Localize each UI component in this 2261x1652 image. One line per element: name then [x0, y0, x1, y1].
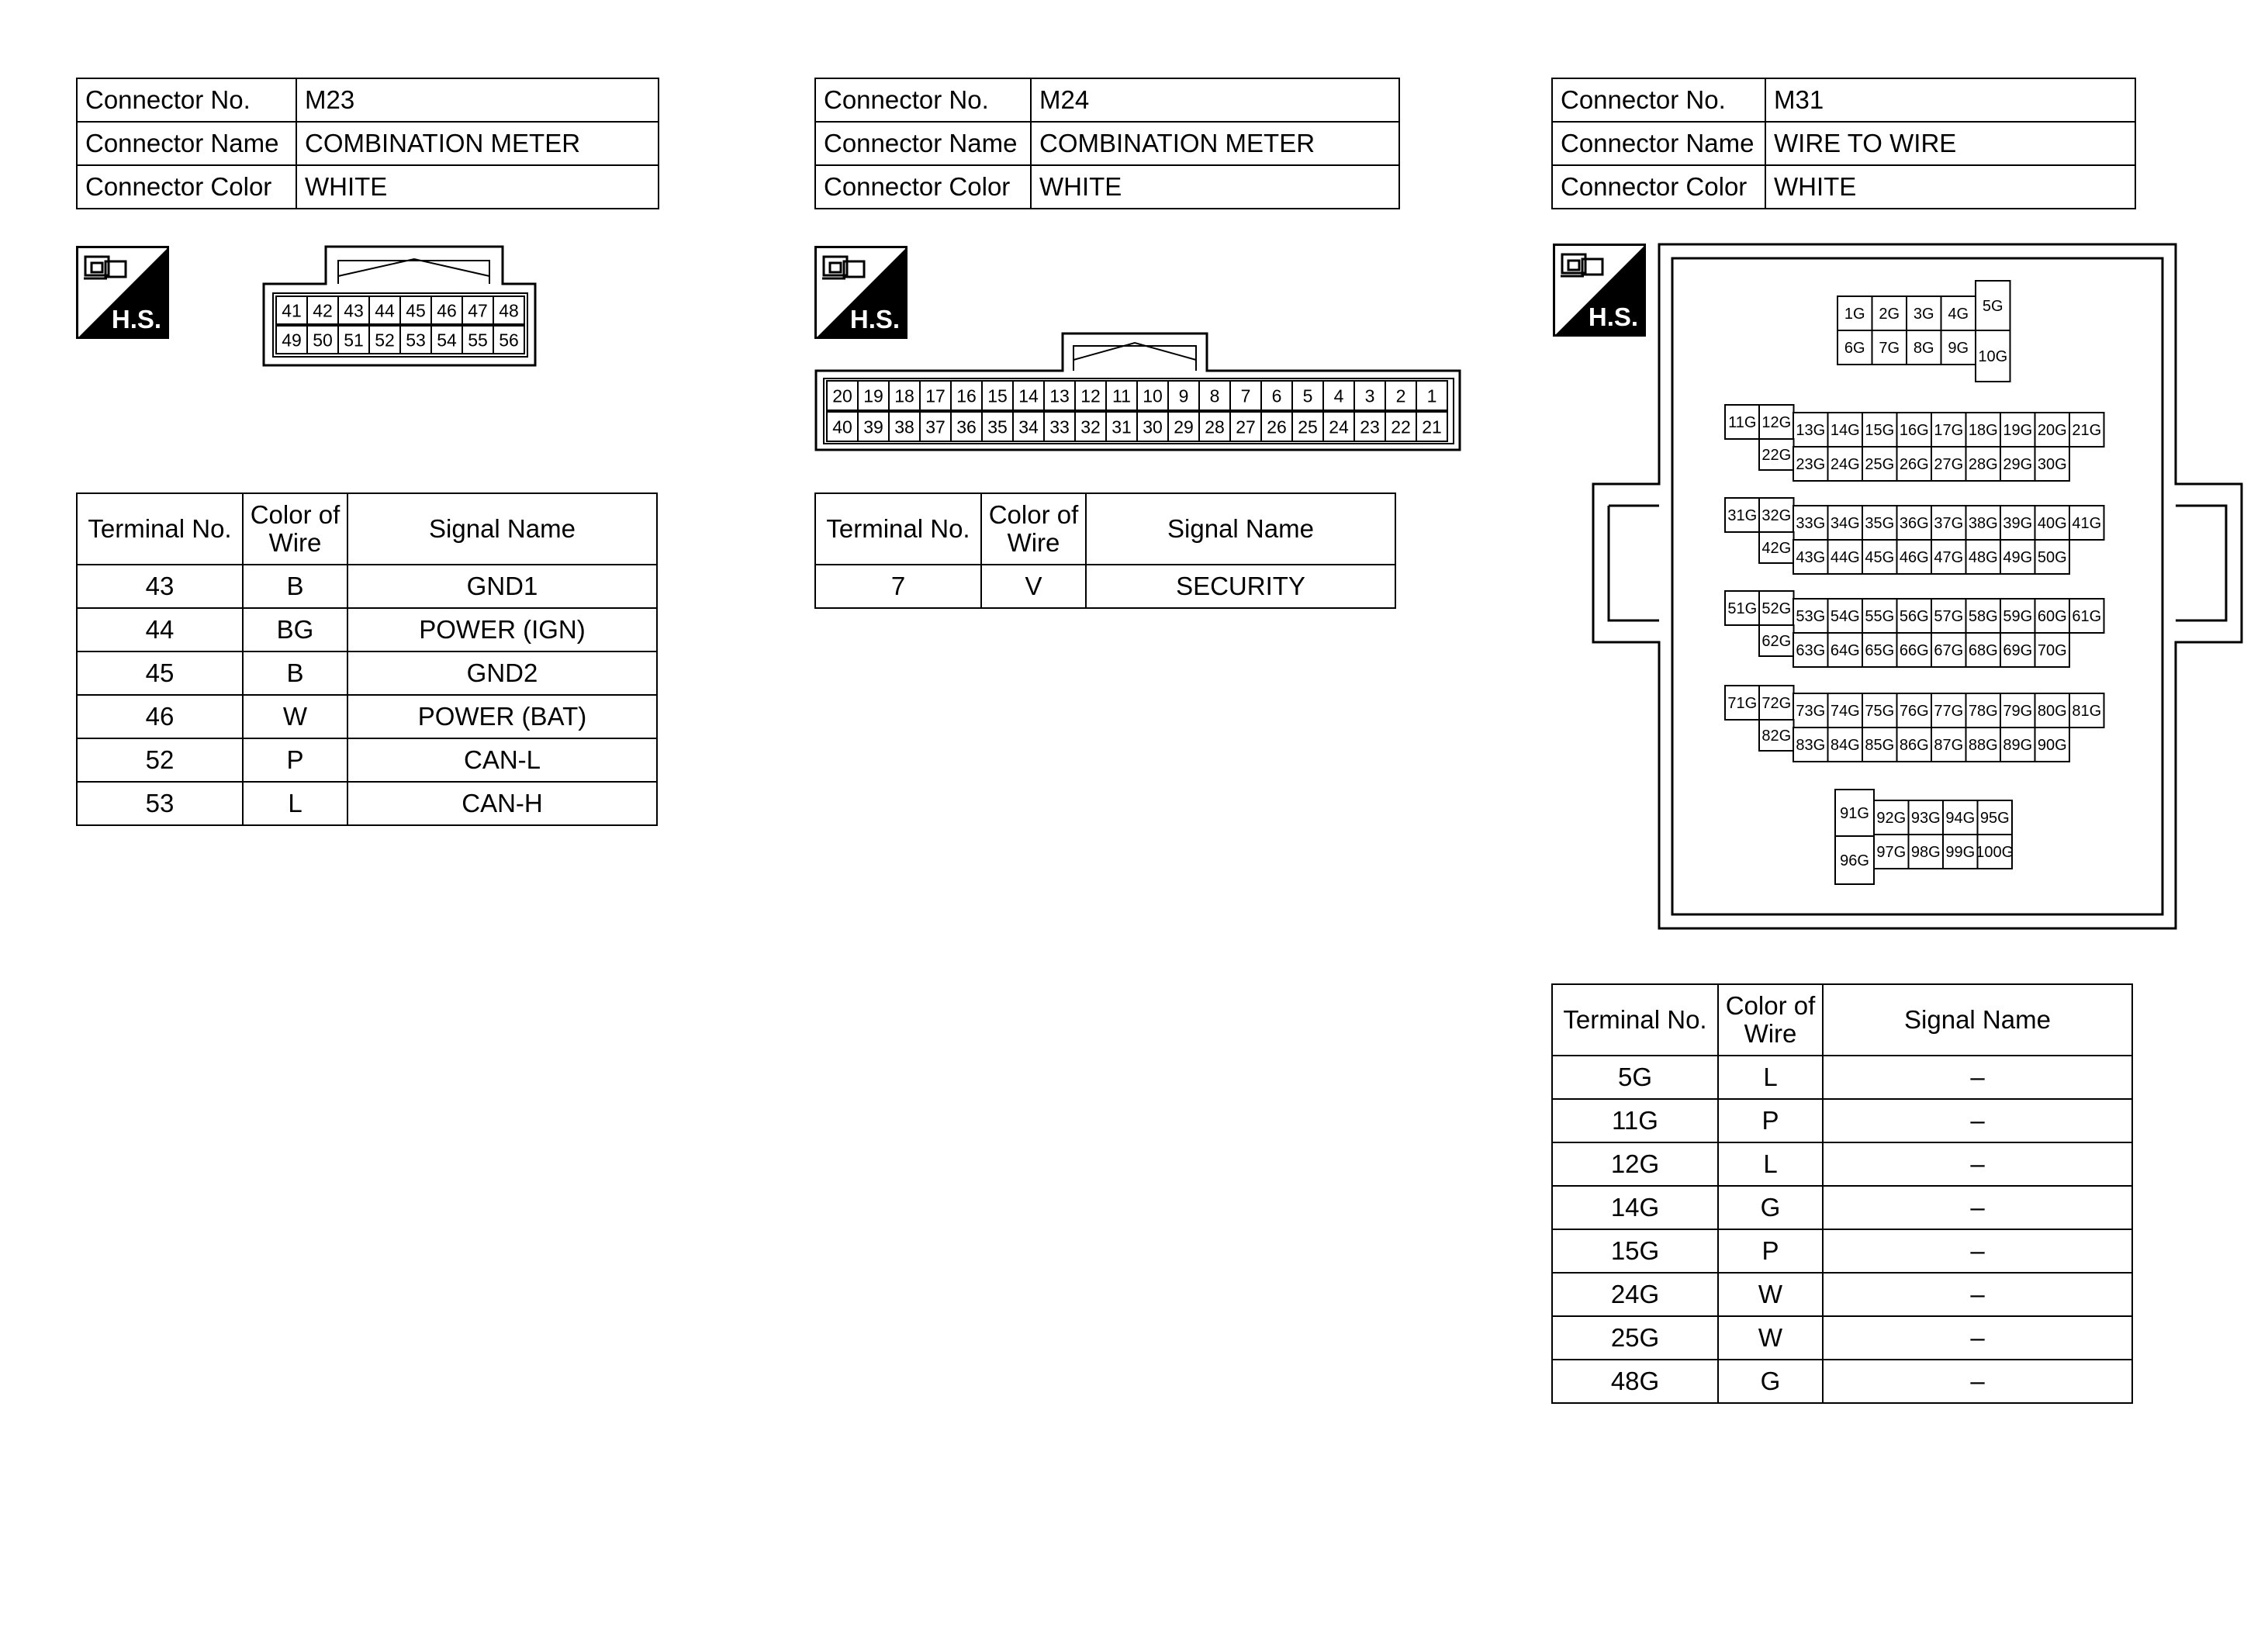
signal-name: GND1: [347, 565, 657, 608]
pin-number: 34: [1018, 416, 1039, 437]
pin-number: 13: [1049, 385, 1070, 406]
pin-number: 60G: [2037, 608, 2067, 626]
wire-color: BG: [243, 608, 347, 651]
connector-info-table: [76, 78, 659, 209]
hs-icon: [76, 246, 169, 343]
connector-name-value: WIRE TO WIRE: [1765, 122, 2135, 165]
pin-number: 55G: [1865, 608, 1895, 626]
terminal-no: 11G: [1552, 1099, 1718, 1142]
connector-name-row: [77, 122, 659, 165]
wire-color: L: [1718, 1142, 1823, 1186]
pin-number: 15: [987, 385, 1008, 406]
pin-number: 70G: [2037, 642, 2067, 660]
terminal-no: 53: [77, 782, 243, 825]
pin-number: 36G: [1899, 515, 1929, 533]
connector-color-label: Connector Color: [815, 165, 1031, 209]
connector-color-row: [77, 165, 659, 209]
pin-number: 52G: [1761, 600, 1792, 618]
wire-color: G: [1718, 1186, 1823, 1229]
pin-number: 43: [344, 300, 364, 321]
pin-number: 25G: [1865, 456, 1895, 474]
pin-number: 32G: [1761, 507, 1792, 525]
terminal-table: [76, 492, 658, 826]
wire-color: W: [1718, 1316, 1823, 1360]
connector-name-label: Connector Name: [1552, 122, 1765, 165]
signal-name-header: Signal Name: [1823, 984, 2132, 1056]
pin-number: 30G: [2037, 456, 2067, 474]
pin-number: 53: [406, 330, 426, 351]
connector-number-label: Connector No.: [1552, 78, 1765, 122]
wire-color: G: [1718, 1360, 1823, 1403]
pin-number: 97G: [1876, 844, 1907, 862]
terminal-no: 48G: [1552, 1360, 1718, 1403]
pin-number: 89G: [2003, 737, 2033, 755]
pin-number: 48: [499, 300, 519, 321]
connector-name-label: Connector Name: [77, 122, 296, 165]
pin-number: 63G: [1796, 642, 1826, 660]
terminal-no-header: Terminal No.: [1552, 984, 1718, 1056]
pin-row-bottom: [276, 326, 524, 354]
pin-number: 82G: [1761, 728, 1792, 745]
connector-color-value: WHITE: [1765, 165, 2135, 209]
pin-number: 29: [1174, 416, 1194, 437]
wire-color: P: [1718, 1099, 1823, 1142]
pin-number: 47G: [1934, 549, 1964, 567]
pin-number: 90G: [2037, 737, 2067, 755]
signal-name: GND2: [347, 651, 657, 695]
pin-number: 49G: [2003, 549, 2033, 567]
pin-number: 43G: [1796, 549, 1826, 567]
terminal-table-header: [815, 493, 1395, 565]
pin-number: 73G: [1796, 703, 1826, 721]
pin-number: 98G: [1910, 844, 1941, 862]
pin-number: 66G: [1899, 642, 1929, 660]
wire-color: W: [243, 695, 347, 738]
hs-icon: [814, 246, 908, 343]
pin-number: 56G: [1899, 608, 1929, 626]
signal-name: POWER (IGN): [347, 608, 657, 651]
connector-color-value: WHITE: [296, 165, 659, 209]
pin-number: 49: [282, 330, 302, 351]
terminal-row: [1552, 1229, 2132, 1273]
pin-number: 51: [344, 330, 364, 351]
pin-number: 38: [894, 416, 914, 437]
pin-number: 25: [1298, 416, 1318, 437]
terminal-no: 43: [77, 565, 243, 608]
pin-number: 19: [863, 385, 883, 406]
wire-color: L: [243, 782, 347, 825]
pin-number: 2G: [1879, 306, 1900, 323]
pin-number: 24G: [1830, 456, 1860, 474]
pin-number: 88G: [1968, 737, 1998, 755]
pin-number: 6G: [1844, 340, 1865, 358]
pin-number: 74G: [1830, 703, 1860, 721]
connector-number-row: [815, 78, 1399, 122]
wire-color: V: [981, 565, 1086, 608]
connector-color-row: [1552, 165, 2135, 209]
signal-name: –: [1823, 1142, 2132, 1186]
pin-number: 99G: [1945, 844, 1976, 862]
hs-label: H.S.: [849, 305, 901, 334]
pin-number: 39G: [2003, 515, 2033, 533]
pin-number: 8: [1209, 385, 1220, 406]
pin-number: 20: [832, 385, 852, 406]
hs-label: H.S.: [1588, 302, 1639, 331]
pin-number: 39: [863, 416, 883, 437]
wire-color: B: [243, 565, 347, 608]
pin-number: 96G: [1840, 852, 1869, 870]
pin-number: 91G: [1840, 805, 1869, 823]
pin-number: 78G: [1968, 703, 1998, 721]
pin-number: 2: [1395, 385, 1406, 406]
pin-number: 62G: [1761, 633, 1792, 651]
signal-name: –: [1823, 1056, 2132, 1099]
pin-number: 12G: [1761, 414, 1792, 432]
pin-grid: [1725, 281, 2104, 884]
pin-number: 42: [313, 300, 333, 321]
pin-number: 24: [1329, 416, 1349, 437]
pin-number: 1G: [1844, 306, 1865, 323]
pin-number: 75G: [1865, 703, 1895, 721]
pin-number: 27: [1236, 416, 1256, 437]
pin-number: 67G: [1934, 642, 1964, 660]
connector-number-value: M24: [1031, 78, 1399, 122]
pin-number: 50: [313, 330, 333, 351]
terminal-no-header: Terminal No.: [77, 493, 243, 565]
pin-number: 34G: [1830, 515, 1860, 533]
pin-number: 16G: [1899, 422, 1929, 440]
wire-color: P: [1718, 1229, 1823, 1273]
terminal-table: [814, 492, 1396, 609]
pin-number: 12: [1080, 385, 1101, 406]
pin-number: 68G: [1968, 642, 1998, 660]
hs-label: H.S.: [111, 305, 162, 334]
connector-m24-face: [814, 332, 1463, 457]
pin-number: 41: [282, 300, 302, 321]
terminal-row: [1552, 1142, 2132, 1186]
pin-number: 54G: [1830, 608, 1860, 626]
pin-number: 41G: [2072, 515, 2102, 533]
terminal-no: 46: [77, 695, 243, 738]
terminal-no: 44: [77, 608, 243, 651]
signal-name: –: [1823, 1273, 2132, 1316]
terminal-row: [77, 738, 657, 782]
pin-number: 18G: [1968, 422, 1998, 440]
signal-name: CAN-H: [347, 782, 657, 825]
pin-number: 47: [468, 300, 488, 321]
pin-number: 32: [1080, 416, 1101, 437]
connector-name-row: [1552, 122, 2135, 165]
pin-number: 51G: [1727, 600, 1758, 618]
pin-number: 53G: [1796, 608, 1826, 626]
connector-number-row: [77, 78, 659, 122]
terminal-no: 25G: [1552, 1316, 1718, 1360]
pin-number: 19G: [2003, 422, 2033, 440]
pin-number: 77G: [1934, 703, 1964, 721]
pin-number: 11: [1112, 385, 1131, 406]
signal-name: –: [1823, 1229, 2132, 1273]
pin-number: 8G: [1913, 340, 1934, 358]
connector-name-label: Connector Name: [815, 122, 1031, 165]
pin-number: 7G: [1879, 340, 1900, 358]
pin-number: 37: [925, 416, 946, 437]
pin-number: 57G: [1934, 608, 1964, 626]
connector-m23-face: [262, 245, 538, 372]
pin-number: 11G: [1728, 414, 1757, 432]
terminal-table-header: [1552, 984, 2132, 1056]
pin-number: 40: [832, 416, 852, 437]
pin-number: 94G: [1945, 810, 1976, 828]
pin-number: 4G: [1948, 306, 1969, 323]
pin-number: 28: [1205, 416, 1225, 437]
pin-number: 20G: [2037, 422, 2067, 440]
pin-number: 46G: [1899, 549, 1929, 567]
pin-number: 10G: [1978, 348, 2008, 366]
pin-number: 52: [375, 330, 395, 351]
connector-number-value: M23: [296, 78, 659, 122]
terminal-no: 14G: [1552, 1186, 1718, 1229]
connector-m31-face: [1582, 240, 2249, 942]
terminal-row: [77, 565, 657, 608]
pin-number: 45: [406, 300, 426, 321]
pin-number: 64G: [1830, 642, 1860, 660]
pin-number: 26: [1267, 416, 1287, 437]
terminal-no: 7: [815, 565, 981, 608]
pin-number: 6: [1271, 385, 1282, 406]
pin-number: 79G: [2003, 703, 2033, 721]
signal-name: –: [1823, 1360, 2132, 1403]
connector-color-label: Connector Color: [77, 165, 296, 209]
pin-number: 3: [1364, 385, 1375, 406]
terminal-no: 12G: [1552, 1142, 1718, 1186]
wire-color-header: Color of Wire: [1718, 984, 1823, 1056]
terminal-row: [77, 695, 657, 738]
pin-number: 86G: [1899, 737, 1929, 755]
wire-color-header: Color of Wire: [981, 493, 1086, 565]
pin-number: 40G: [2037, 515, 2067, 533]
terminal-no-header: Terminal No.: [815, 493, 981, 565]
pin-number: 5: [1302, 385, 1313, 406]
terminal-row: [77, 782, 657, 825]
pin-number: 27G: [1934, 456, 1964, 474]
pin-row-top: [827, 381, 1447, 410]
pin-number: 16: [956, 385, 977, 406]
connector-number-label: Connector No.: [77, 78, 296, 122]
pin-number: 31: [1111, 416, 1132, 437]
wire-color: B: [243, 651, 347, 695]
terminal-row: [77, 608, 657, 651]
pin-number: 33G: [1796, 515, 1826, 533]
pin-number: 35: [987, 416, 1008, 437]
pin-number: 33: [1049, 416, 1070, 437]
pin-number: 7: [1240, 385, 1251, 406]
pin-number: 72G: [1761, 695, 1792, 713]
pin-number: 13G: [1796, 422, 1826, 440]
pin-number: 76G: [1899, 703, 1929, 721]
connector-name-value: COMBINATION METER: [1031, 122, 1399, 165]
pin-number: 85G: [1865, 737, 1895, 755]
pin-number: 28G: [1968, 456, 1998, 474]
pin-number: 45G: [1865, 549, 1895, 567]
pin-number: 23: [1360, 416, 1380, 437]
pin-row-top: [276, 296, 524, 324]
signal-name-header: Signal Name: [1086, 493, 1395, 565]
pin-number: 42G: [1761, 540, 1792, 558]
connector-number-value: M31: [1765, 78, 2135, 122]
terminal-row: [815, 565, 1395, 608]
pin-number: 35G: [1865, 515, 1895, 533]
connector-name-row: [815, 122, 1399, 165]
pin-number: 31G: [1727, 507, 1758, 525]
pin-number: 95G: [1979, 810, 2010, 828]
signal-name: CAN-L: [347, 738, 657, 782]
terminal-no: 15G: [1552, 1229, 1718, 1273]
pin-number: 14: [1018, 385, 1039, 406]
pin-number: 36: [956, 416, 977, 437]
pin-number: 9: [1178, 385, 1189, 406]
pin-number: 92G: [1876, 810, 1907, 828]
pin-number: 37G: [1934, 515, 1964, 533]
connector-number-label: Connector No.: [815, 78, 1031, 122]
terminal-row: [1552, 1099, 2132, 1142]
connector-number-row: [1552, 78, 2135, 122]
pin-number: 56: [499, 330, 519, 351]
wire-color: L: [1718, 1056, 1823, 1099]
wire-color: W: [1718, 1273, 1823, 1316]
connector-info-table: [1551, 78, 2136, 209]
terminal-no: 45: [77, 651, 243, 695]
terminal-row: [1552, 1360, 2132, 1403]
pin-number: 87G: [1934, 737, 1964, 755]
wire-color-header: Color of Wire: [243, 493, 347, 565]
terminal-row: [1552, 1273, 2132, 1316]
terminal-row: [1552, 1056, 2132, 1099]
terminal-no: 52: [77, 738, 243, 782]
pin-number: 1: [1426, 385, 1437, 406]
pin-number: 15G: [1865, 422, 1895, 440]
terminal-row: [1552, 1186, 2132, 1229]
pin-number: 44G: [1830, 549, 1860, 567]
pin-number: 59G: [2003, 608, 2033, 626]
pin-number: 18: [894, 385, 914, 406]
pin-number: 54: [437, 330, 457, 351]
terminal-row: [77, 651, 657, 695]
pin-number: 55: [468, 330, 488, 351]
pin-number: 21G: [2072, 422, 2102, 440]
pin-number: 93G: [1910, 810, 1941, 828]
signal-name: SECURITY: [1086, 565, 1395, 608]
signal-name-header: Signal Name: [347, 493, 657, 565]
signal-name: –: [1823, 1186, 2132, 1229]
connector-color-row: [815, 165, 1399, 209]
pin-number: 50G: [2037, 549, 2067, 567]
pin-number: 71G: [1727, 695, 1758, 713]
pin-number: 22G: [1761, 447, 1792, 465]
signal-name: –: [1823, 1316, 2132, 1360]
pin-number: 46: [437, 300, 457, 321]
pin-number: 17G: [1934, 422, 1964, 440]
connector-info-table: [814, 78, 1400, 209]
pin-number: 4: [1333, 385, 1344, 406]
pin-number: 100G: [1976, 844, 2014, 862]
pin-number: 58G: [1968, 608, 1998, 626]
pin-number: 21: [1422, 416, 1442, 437]
pin-number: 38G: [1968, 515, 1998, 533]
pin-number: 29G: [2003, 456, 2033, 474]
pin-number: 9G: [1948, 340, 1969, 358]
terminal-table-header: [77, 493, 657, 565]
connector-color-value: WHITE: [1031, 165, 1399, 209]
terminal-row: [1552, 1316, 2132, 1360]
pin-number: 80G: [2037, 703, 2067, 721]
pin-number: 61G: [2072, 608, 2102, 626]
pin-number: 69G: [2003, 642, 2033, 660]
terminal-no: 24G: [1552, 1273, 1718, 1316]
pin-number: 65G: [1865, 642, 1895, 660]
connector-color-label: Connector Color: [1552, 165, 1765, 209]
pin-number: 17: [925, 385, 946, 406]
pin-number: 3G: [1913, 306, 1934, 323]
pin-number: 23G: [1796, 456, 1826, 474]
wire-color: P: [243, 738, 347, 782]
terminal-no: 5G: [1552, 1056, 1718, 1099]
pin-number: 22: [1391, 416, 1411, 437]
signal-name: POWER (BAT): [347, 695, 657, 738]
signal-name: –: [1823, 1099, 2132, 1142]
pin-row-bottom: [827, 412, 1447, 441]
pin-number: 30: [1143, 416, 1163, 437]
pin-number: 48G: [1968, 549, 1998, 567]
terminal-table: [1551, 983, 2133, 1404]
pin-number: 84G: [1830, 737, 1860, 755]
pin-number: 44: [375, 300, 395, 321]
pin-number: 14G: [1830, 422, 1860, 440]
pin-number: 83G: [1796, 737, 1826, 755]
pin-number: 26G: [1899, 456, 1929, 474]
pin-number: 10: [1143, 385, 1163, 406]
pin-number: 81G: [2072, 703, 2102, 721]
pin-number: 5G: [1982, 298, 2003, 316]
connector-name-value: COMBINATION METER: [296, 122, 659, 165]
